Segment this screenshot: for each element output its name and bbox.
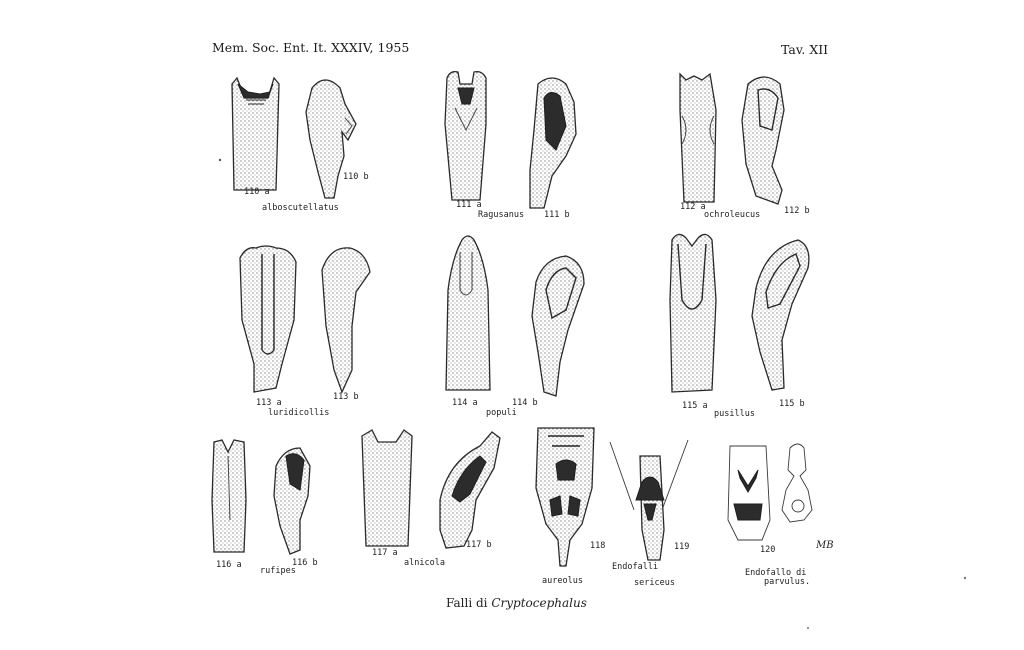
label-117b: 117 b: [466, 540, 492, 550]
plate-caption: [446, 596, 587, 610]
figure-114a: [446, 236, 490, 390]
species-118: aureolus: [542, 576, 583, 586]
label-119: 119: [674, 542, 690, 552]
species-111: Ragusanus: [478, 210, 525, 220]
figure-116b: [274, 448, 310, 554]
label-111b: 111 b: [544, 210, 570, 220]
label-113b: 113 b: [333, 392, 359, 402]
figure-111a: [445, 72, 486, 200]
figure-110a: [232, 78, 279, 190]
figure-118: [536, 428, 594, 566]
species-115: pusillus: [714, 409, 755, 419]
endofalli-label: Endofalli: [612, 562, 659, 572]
artist-monogram: MB: [816, 540, 834, 551]
figure-112b: [742, 77, 784, 204]
caption-prefix: Falli di: [446, 596, 488, 610]
species-112: ochroleucus: [704, 210, 761, 220]
figure-111b: [530, 78, 576, 208]
plate-number: Tav. XII: [781, 42, 829, 57]
label-113a: 113 a: [256, 398, 282, 408]
species-116: rufipes: [260, 566, 296, 576]
label-114a: 114 a: [452, 398, 478, 408]
label-110b: 110 b: [343, 172, 369, 182]
species-114: populi: [486, 408, 517, 418]
figure-115a: [670, 234, 716, 392]
label-117a: 117 a: [372, 548, 398, 558]
figure-114b: [532, 256, 584, 396]
label-112b: 112 b: [784, 206, 810, 216]
species-120-line2: parvulus.: [764, 577, 811, 587]
species-117: alnicola: [404, 558, 445, 568]
figure-113b: [322, 248, 370, 392]
journal-header: Mem. Soc. Ent. It. XXXIV, 1955: [212, 40, 410, 55]
figure-116a: [212, 440, 246, 552]
label-115b: 115 b: [779, 399, 805, 409]
figure-115b: [752, 240, 809, 390]
label-112a: 112 a: [680, 202, 706, 212]
figure-117a: [362, 430, 412, 546]
figure-112a: [680, 74, 716, 202]
figure-120: [728, 444, 812, 540]
species-119: sericeus: [634, 578, 675, 588]
label-116a: 116 a: [216, 560, 242, 570]
species-113: luridicollis: [268, 408, 330, 418]
label-115a: 115 a: [682, 401, 708, 411]
caption-genus: Cryptocephalus: [491, 596, 587, 610]
label-111a: 111 a: [456, 200, 482, 210]
figure-113a: [240, 246, 296, 392]
label-114b: 114 b: [512, 398, 538, 408]
label-116b: 116 b: [292, 558, 318, 568]
species-120-line1: Endofallo di: [745, 568, 807, 578]
label-110a: 110 a: [244, 187, 270, 197]
species-110: alboscutellatus: [262, 203, 339, 213]
figure-117b: [440, 432, 500, 548]
label-118: 118: [590, 541, 606, 551]
label-120: 120: [760, 545, 776, 555]
